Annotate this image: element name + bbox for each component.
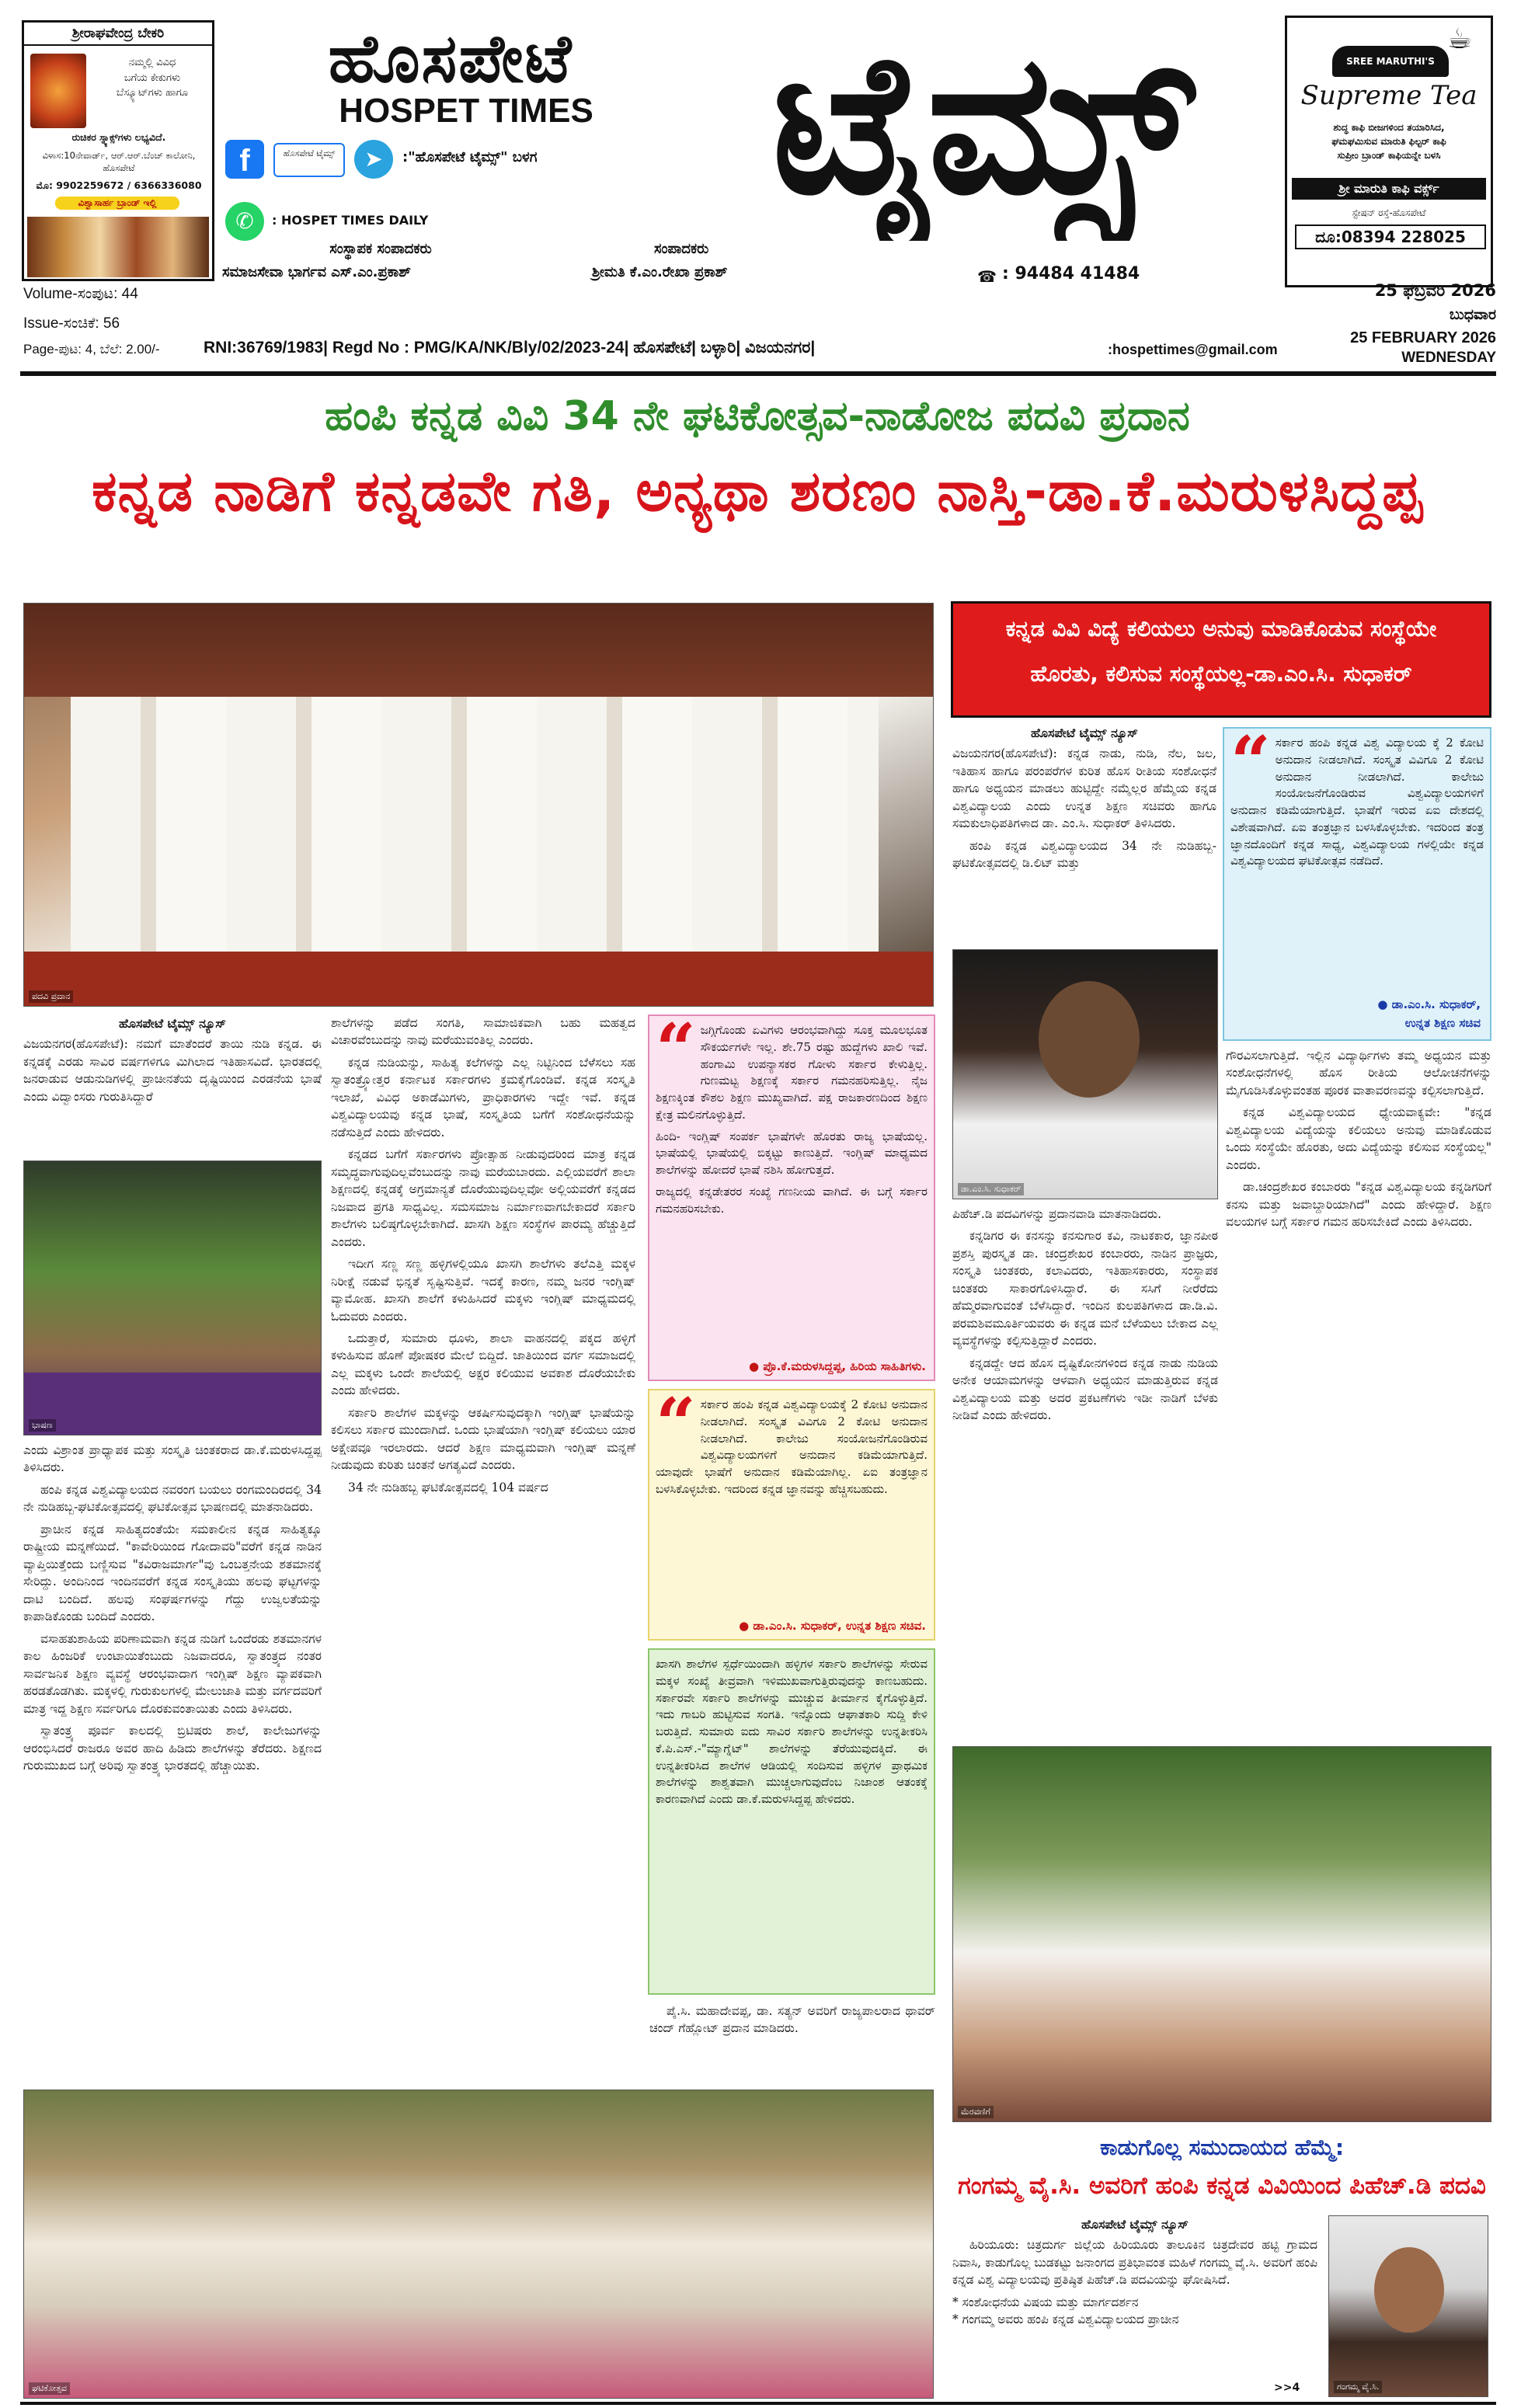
left-ad-line1: ನಮ್ಮಲ್ಲಿ ವಿವಿಧ bbox=[128, 57, 176, 68]
continue-marker: >>4 bbox=[1274, 2382, 1300, 2394]
right-story-col2-top bbox=[1226, 1047, 1491, 1599]
facebook-icon[interactable]: f bbox=[225, 140, 264, 179]
left-story-col2-p4: ಇದೀಗ ಸಣ್ಣ ಸಣ್ಣ ಹಳ್ಳಿಗಳಲ್ಲಿಯೂ ಖಾಸಗಿ ಶಾಲೆಗಳು ತಲೆಎತ್ತಿ ಮಕ್ಕಳ ನಿರೀಕ್ಷೆ ನಡುವೆ ಭಿನ್ನತೆ ಸೃಷ್ಟಿಸುತ್ತಿವೆ. ಇದಕ್ಕೆ ಕಾರಣ, ನಮ್ಮ ಜನರ ಇಂಗ್ಲಿಷ್ ವ್ಯಾಮೋಹ. ಖಾಸಗಿ ಶಾಲೆಗೆ ಕಳುಹಿಸಿದರೆ ಮಕ್ಕಳು ಇಂಗ್ಲಿಷ್ ಮಾಧ್ಯಮದಲ್ಲಿ ಓದುವರು ಎಂದರು. bbox=[331, 1257, 635, 1324]
left-story-byline: ಹೊಸಪೇಟೆ ಟೈಮ್ಸ್ ನ್ಯೂಸ್ bbox=[119, 1016, 226, 1031]
right-quote-attr2: ಉನ್ನತ ಶಿಕ್ಷಣ ಸಚಿವ bbox=[1404, 1016, 1481, 1030]
page-price: Page-ಪುಟ: 4, ಬೆಲೆ: 2.00/- bbox=[23, 342, 160, 357]
right-story-headline-line1: ಕನ್ನಡ ವಿವಿ ವಿದ್ಯೆ ಕಲಿಯಲು ಅನುವು ಮಾಡಿಕೊಡುವ ಸಂಸ್ಥೆಯೇ bbox=[1005, 616, 1437, 642]
date-english: 25 FEBRUARY 2026 bbox=[1350, 329, 1496, 346]
right-story-p1: ವಿಜಯನಗರ(ಹೊಸಪೇಟೆ): ಕನ್ನಡ ನಾಡು, ನುಡಿ, ನೆಲ, ಜಲ, ಇತಿಹಾಸ ಹಾಗೂ ಪರಂಪರೆಗಳ ಕುರಿತ ಹೊಸ ರೀತಿಯ ಸಂಶೋಧನೆ ಹಾಗೂ ಅಧ್ಯಯನ ಮಾಡಲು ಹುಟ್ಟಿದ್ದೇ ನಮ್ಮೆಲ್ಲರ ಹೆಮ್ಮೆಯ ಕನ್ನಡ ವಿಶ್ವವಿದ್ಯಾಲಯ ಎಂದು ಉನ್ನತ ಶಿಕ್ಷಣ ಸಚಿವರು ಹಾಗೂ ಸಮಕುಲಾಧಿಪತಿಗಳಾದ ಡಾ. ಎಂ.ಸಿ. ಸುಧಾಕರ್ ತಿಳಿಸಿದರು. bbox=[952, 746, 1216, 831]
left-story-col1-p2: ಎಂದು ವಿಶ್ರಾಂತ ಪ್ರಾಧ್ಯಾಪಕ ಮತ್ತು ಸಂಸ್ಕೃತಿ ಚಿಂತಕರಾದ ಡಾ.ಕೆ.ಮರುಳಸಿದ್ದಪ್ಪ ತಿಳಿಸಿದರು. bbox=[23, 1443, 322, 1475]
left-story-col1-p6: ಸ್ವಾತಂತ್ರ್ಯ ಪೂರ್ವ ಕಾಲದಲ್ಲಿ ಬ್ರಿಟಿಷರು ಶಾಲೆ, ಕಾಲೇಜುಗಳನ್ನು ಆರಂಭಿಸಿದರೆ ರಾಜರೂ ಅವರ ಹಾದಿ ಹಿಡಿದು ಶಾಲೆಗಳನ್ನು ತೆರೆದರು. ಶಿಕ್ಷಣದ ಗುರುಮುಖದ ಬಗ್ಗೆ ಅರಿವು ಸ್ವಾತಂತ್ರ್ಯ ಭಾರತದಲ್ಲಿ ಹೆಚ್ಚಾಯಿತು. bbox=[23, 1724, 322, 1773]
whatsapp-icon[interactable]: ✆ bbox=[225, 202, 264, 241]
right-ad bbox=[1285, 16, 1493, 287]
left-ad bbox=[22, 20, 214, 281]
main-photo-caption: ಪದವಿ ಪ್ರದಾನ bbox=[29, 990, 73, 1003]
day-kannada: ಬುಧವಾರ bbox=[1449, 306, 1496, 323]
editor-name: ಶ್ರೀಮತಿ ಕೆ.ಎಂ.ರೇಖಾ ಪ್ರಕಾಶ್ bbox=[592, 264, 728, 280]
green-story-body: ಖಾಸಗಿ ಶಾಲೆಗಳ ಸ್ಪರ್ಧೆಯಿಂದಾಗಿ ಹಳ್ಳಿಗಳ ಸರ್ಕಾರಿ ಶಾಲೆಗಳನ್ನು ಸೇರುವ ಮಕ್ಕಳ ಸಂಖ್ಯೆ ತೀವ್ರವಾಗಿ ಇಳಿಮುಖವಾಗುತ್ತಿರುವುದನ್ನು ಕಾಣಬಹುದು. ಸರ್ಕಾರವೇ ಸರ್ಕಾರಿ ಶಾಲೆಗಳನ್ನು ಮುಚ್ಚುವ ತೀರ್ಮಾನ ಕೈಗೊಳ್ಳುತ್ತಿದೆ. ಇದು ಗಾಬರಿ ಹುಟ್ಟಿಸುವ ಸಂಗತಿ. ಇನ್ನೊಂದು ಆಘಾತಕಾರಿ ಸುದ್ದಿ ಕೇಳಿ ಬರುತ್ತಿದೆ. ಸುಮಾರು ಐದು ಸಾವಿರ ಸರ್ಕಾರಿ ಶಾಲೆಗಳನ್ನು ಉನ್ನತೀಕರಿಸಿ ಕೆ.ಪಿ.ಎಸ್.-"ಮ್ಯಾಗ್ನೆಟ್" ಶಾಲೆಗಳನ್ನು ತೆರೆಯುವುದಕ್ಕಿದೆ. ಈ ಉನ್ನತೀಕರಿಸಿದ ಶಾಲೆಗಳ ಆಡಿಯಲ್ಲಿ ಸಂದಿಸುವ ಹಳ್ಳಿಗಳ ಪ್ರಾಥಮಿಕ ಶಾಲೆಗಳನ್ನು ಶಾಶ್ವತವಾಗಿ ಮುಚ್ಚಲಾಗುವುದೆಂಬ ನಿಜಾಂಶ ಆತಂಕಕ್ಕೆ ಕಾರಣವಾಗಿದೆ ಎಂದು ಡಾ.ಕೆ.ಮರುಳಸಿದ್ದಪ್ಪ ಹೇಳಿದರು. bbox=[656, 1657, 928, 1806]
right-quote-attr1: ● ಡಾ.ಎಂ.ಸಿ. ಸುಧಾಕರ್, bbox=[1377, 997, 1481, 1011]
left-story-col1-p4: ಪ್ರಾಚೀನ ಕನ್ನಡ ಸಾಹಿತ್ಯದಂತೆಯೇ ಸಮಕಾಲೀನ ಕನ್ನಡ ಸಾಹಿತ್ಯಕ್ಕೂ ರಾಷ್ಟ್ರೀಯ ಮನ್ನಣೆಯಿದೆ. "ಕಾವೇರಿಯಿಂದ ಗೋದಾವರಿ"ವರೆಗೆ ಕನ್ನಡ ನಾಡಿನ ವ್ಯಾಪ್ತಿಯಿತ್ತೆಂದು ಬಣ್ಣಿಸುವ "ಕವಿರಾಜಮಾರ್ಗ"ವು ಒಂಬತ್ತನೇಯ ಶತಮಾನಕ್ಕೆ ಸೇರಿದ್ದು. ಅಂದಿನಿಂದ ಇಂದಿನವರೆಗೆ ಕನ್ನಡ ಸಂಸ್ಕೃತಿಯು ಹಲವು ಘಟ್ಟಗಳನ್ನು ದಾಟಿ ಬಂದಿದೆ. ಹಲವು ಸಂಘರ್ಷಗಳನ್ನು ಗೆದ್ದು ಉಜ್ವಲತೆಯನ್ನು ಕಾಪಾಡಿಕೊಂಡು ಬಂದಿದೆ ಎಂದರು. bbox=[23, 1522, 322, 1624]
founder-label: ಸಂಸ್ಥಾಪಕ ಸಂಪಾದಕರು bbox=[329, 241, 432, 257]
masthead-divider bbox=[20, 371, 1496, 376]
left-story-col2-p1: ಶಾಲೆಗಳನ್ನು ಪಡೆದ ಸಂಗತಿ, ಸಾಮಾಜಿಕವಾಗಿ ಬಹು ಮಹತ್ವದ ವಿಚಾರವೆಂಬುದನ್ನು ನಾವು ಮರೆಯುವಂತಿಲ್ಲ ಎಂದರು. bbox=[331, 1016, 635, 1048]
volume: Volume-ಸಂಪುಟ: 44 bbox=[23, 286, 138, 302]
pink-quote-body2: ಹಿಂದಿ- ಇಂಗ್ಲಿಷ್ ಸಂಪರ್ಕ ಭಾಷೆಗಳೇ ಹೊರತು ರಾಜ್ಯ ಭಾಷೆಯಲ್ಲ. ಭಾಷೆಯಲ್ಲಿ ಭಾಷೆಯಲ್ಲಿ ಬಿಕ್ಕಟ್ಟು ಕಾಣುತ್ತಿದೆ. ಇಂಗ್ಲಿಷ್ ಮಾಧ್ಯಮದ ಶಾಲೆಗಳನ್ನು ಹೋದರೆ ಭಾಷೆ ನಶಿಸಿ ಹೋಗುತ್ತದೆ. bbox=[656, 1129, 928, 1177]
gangamma-photo-caption: ಗಂಗಮ್ಮ ವೈ.ಸಿ. bbox=[1334, 2381, 1382, 2393]
kadugolla-byline: ಹೊಸಪೇಟೆ ಟೈಮ್ಸ್ ನ್ಯೂಸ್ bbox=[1081, 2217, 1189, 2232]
crowd-photo bbox=[23, 2090, 934, 2399]
speaker-photo-caption: ಭಾಷಣ bbox=[29, 1419, 56, 1432]
green-story-box bbox=[648, 1648, 935, 1995]
tea-cup-icon: ☕ bbox=[1447, 23, 1473, 55]
kadugolla-body-col bbox=[952, 2215, 1317, 2396]
right-quote-body: ಸರ್ಕಾರ ಹಂಪಿ ಕನ್ನಡ ವಿಶ್ವ ವಿದ್ಯಾಲಯ ಕ್ಕೆ 2 ಕೋಟಿ ಅನುದಾನ ನೀಡಲಾಗಿದೆ. ಸಂಸ್ಕೃತ ವಿವಿಗೂ 2 ಕೋಟಿ ಅನುದಾನ ನೀಡಲಾಗಿದೆ. ಕಾಲೇಜು ಸಂಯೋಜನೆಗೊಂಡಿರುವ ವಿಶ್ವವಿದ್ಯಾಲಯಗಳಿಗೆ ಅನುದಾನ ಕಡಿಮೆಯಾಗುತ್ತಿದೆ. ಭಾಷೆಗೆ ಇರುವ ಏಐ ದೇಶದಲ್ಲಿ ವಿಶೇಷವಾಗಿದೆ. ಏಐ ತಂತ್ರಜ್ಞಾನ ಬಳಸಿಕೊಳ್ಳಬೇಕು. ಇದರಿಂದ ತಂತ್ರ ಜ್ಞಾನದೊಂದಿಗೆ ಕನ್ನಡ ಸಾಧ್ಯ, ವಿಶ್ವವಿದ್ಯಾಲಯ ಗಳಲ್ಲಿಯೇ ಕನ್ನಡ ವಿಶ್ವವಿದ್ಯಾಲಯದ ಘಟಿಕೋತ್ಸವ ನಡೆದಿದೆ. bbox=[1230, 736, 1484, 868]
mid-story-tail: ಪೈ.ಸಿ. ಮಹಾದೇವಪ್ಪ, ಡಾ. ಸತ್ಯನ್ ಅವರಿಗೆ ರಾಜ್ಯಪಾಲರಾದ ಥಾವರ್ ಚಂದ್ ಗೆಹ್ಲೋಟ್ ಪ್ರದಾನ ಮಾಡಿದರು. bbox=[649, 2004, 935, 2036]
left-story-col2-p5: ಒದುತ್ತಾರೆ, ಸುಮಾರು ಧೂಳು, ಶಾಲಾ ವಾಹನದಲ್ಲಿ ಪಕ್ಕದ ಹಳ್ಳಿಗೆ ಕಳುಹಿಸುವ ಹೊಣೆ ಪೋಷಕರ ಮೇಲೆ ಬಿದ್ದಿದೆ. ಜಾತಿಯಿಂದ ವರ್ಗ ಸಮಾಜದಲ್ಲಿ ಎಲ್ಲ ಮಕ್ಕಳು ಒಂದೇ ಶಾಲೆಯಲ್ಲಿ ಅಕ್ಷರ ಕಲಿಯುವ ಅವಕಾಶ ದೊರೆಯಬೇಕು ಎಂದು ಹೇಳಿದರು. bbox=[331, 1331, 635, 1398]
right-ad-desc1: ಶುದ್ಧ ಕಾಫಿ ಬೀಜಗಳಿಂದ ತಯಾರಿಸಿದ, bbox=[1333, 122, 1445, 133]
right-story-col1-top bbox=[952, 724, 1216, 943]
left-ad-title: ಶ್ರೀರಾಘವೇಂದ್ರ ಬೇಕರಿ bbox=[24, 23, 212, 46]
right-story-p3: ಪಿಹೆಚ್.ಡಿ ಪದವಿಗಳನ್ನು ಪ್ರದಾನವಾಡಿ ಮಾತನಾಡಿದರು. bbox=[952, 1207, 1162, 1221]
gangamma-photo bbox=[1328, 2215, 1488, 2397]
right-ad-desc3: ಸುಪ್ರೀಂ ಬ್ರಾಂಡ್ ಕಾಫಿಯನ್ನೇ ಬಳಸಿ bbox=[1337, 150, 1441, 161]
left-ad-line2: ಬಗೆಯ ಕೇಕುಗಳು bbox=[124, 71, 181, 84]
right-story-byline: ಹೊಸಪೇಟೆ ಟೈಮ್ಸ್ ನ್ಯೂಸ್ bbox=[1031, 726, 1138, 740]
email[interactable]: :hospettimes@gmail.com bbox=[1108, 342, 1278, 357]
phone-number: : 94484 41484 bbox=[1002, 264, 1140, 284]
facebook-label[interactable]: ಹೊಸಪೇಟೆ ಟೈಮ್ಸ್ bbox=[273, 143, 345, 177]
kadugolla-bullet1: * ಸಂಶೋಧನೆಯ ವಿಷಯ ಮತ್ತು ಮಾರ್ಗದರ್ಶನ bbox=[952, 2295, 1139, 2309]
title-kannada-big: ಟೈಮ್ಸ್ bbox=[771, 11, 1194, 237]
pink-quote-attribution: ● ಪ್ರೊ.ಕೆ.ಮರುಳಸಿದ್ದಪ್ಪ, ಹಿರಿಯ ಸಾಹಿತಿಗಳು. bbox=[748, 1359, 926, 1373]
left-story-col2-p7: 34 ನೇ ನುಡಿಹಬ್ಬ ಘಟಿಕೋತ್ಸವದಲ್ಲಿ 104 ವರ್ಷದ bbox=[348, 1480, 548, 1495]
speaker-photo bbox=[23, 1161, 322, 1435]
left-ad-line4: ರುಚಿಕರ ಸ್ನ್ಯಾಕ್ಸ್‌ಗಳು ಲಭ್ಯವಿದೆ. bbox=[71, 131, 166, 143]
bottom-rule bbox=[20, 2402, 1496, 2405]
kadugolla-bullet2: * ಗಂಗಮ್ಮ ಅವರು ಹಂಪಿ ಕನ್ನಡ ವಿಶ್ವವಿದ್ಯಾಲಯದ ಪ್ರಾಚೀನ bbox=[952, 2312, 1179, 2327]
crowd-photo-caption: ಘಟಿಕೋತ್ಸವ bbox=[29, 2382, 70, 2395]
right-ad-brand-top: SREE MARUTHI'S bbox=[1332, 46, 1449, 77]
right-ad-desc2: ಘಮಘಮಿಸುವ ಮಾರುತಿ ಫಿಲ್ಟರ್ ಕಾಫಿ bbox=[1331, 136, 1446, 147]
phone-icon: ☎ bbox=[977, 267, 997, 286]
right-story-p4: ಕನ್ನಡಿಗರ ಈ ಕನಸನ್ನು ಕನಸುಗಾರ ಕವಿ, ನಾಟಕಕಾರ, ಜ್ಞಾನಪೀಠ ಪ್ರಶಸ್ತಿ ಪುರಸ್ಕೃತ ಡಾ. ಚಂದ್ರಶೇಖರ ಕಂಬಾರರು, ನಾಡಿನ ಪ್ರಾಜ್ಞರು, ಸಂಸ್ಕೃತಿ ಚಿಂತಕರು, ಕಲಾವಿದರು, ಇತಿಹಾಸಕಾರರು, ಸಂಸ್ಥಾಪಕ ಚಿಂತಕರು ಸಾಕಾರಗೊಳಿಸಿದ್ದಾರೆ. ಈ ಸಸಿಗೆ ನೀರೆರೆದು ಹೆಮ್ಮರವಾಗುವಂತೆ ಬೆಳೆಸಿದ್ದಾರೆ. ಇಂದಿನ ಕುಲಪತಿಗಳಾದ ಡಾ.ಡಿ.ವಿ. ಪರಮಶಿವಮೂರ್ತಿಯವರು ಈ ಕನ್ನಡ ಮನೆ ಬೆಳೆಯಲು ಬೇಕಾದ ಎಲ್ಲ ವ್ಯವಸ್ಥೆಗಳನ್ನು ಕಲ್ಪಿಸುತ್ತಿದ್ದಾರೆ ಎಂದರು. bbox=[952, 1229, 1218, 1348]
right-quote-box bbox=[1223, 721, 1491, 1041]
right-story-headline bbox=[951, 601, 1491, 718]
day-english: WEDNESDAY bbox=[1401, 350, 1496, 366]
sudhakar-photo-caption: ಡಾ.ಎಂ.ಸಿ. ಸುಧಾಕರ್ bbox=[958, 1183, 1024, 1195]
yellow-quote-box bbox=[648, 1389, 935, 1641]
left-story-col2-p3: ಕನ್ನಡದ ಬಗೆಗೆ ಸರ್ಕಾರಗಳು ಪ್ರೋತ್ಸಾಹ ನೀಡುವುದರಿಂದ ಮಾತ್ರ ಕನ್ನಡ ಸಮೃದ್ಧವಾಗುವುದಿಲ್ಲವೆಂಬುದನ್ನು ನಾವು ಮರೆಯಬಾರದು. ಎಲ್ಲಿಯವರೆಗೆ ಶಾಲಾ ಶಿಕ್ಷಣದಲ್ಲಿ ಕನ್ನಡಕ್ಕೆ ಅಗ್ರಮಾನ್ಯತೆ ದೊರೆಯುವುದಿಲ್ಲವೋ ಅಲ್ಲಿಯವರೆಗೆ ಕನ್ನಡದ ನಿಜವಾದ ಪ್ರಗತಿ ಸಾಧ್ಯವಿಲ್ಲ. ಸಮಸಮಾಜ ನಿರ್ಮಾಣವಾಗಬೇಕಾದರೆ ಸರ್ಕಾರಿ ಶಾಲೆಗಳು ಬಲಿಷ್ಠಗೊಳ್ಳಬೇಕಾಗಿದೆ. ಖಾಸಗಿ ಶಿಕ್ಷಣ ಸಂಸ್ಥೆಗಳ ಪಾರಮ್ಯ ಹೆಚ್ಚುತ್ತಿದೆ ಎಂದರು. bbox=[331, 1147, 635, 1249]
right-story-p8: ಡಾ.ಚಂದ್ರಶೇಖರ ಕಂಬಾರರು "ಕನ್ನಡ ವಿಶ್ವವಿದ್ಯಾಲಯ ಕನ್ನಡಿಗರಿಗೆ ಕನಸು ಮತ್ತು ಜವಾಬ್ದಾರಿಯಾಗಿದೆ" ಎಂದು ಹೇಳಿದ್ದಾರೆ. ಶಿಕ್ಷಣ ವಲಯಗಳ ಬಗ್ಗೆ ಸರ್ಕಾರ ಗಮನ ಹರಿಸಬೇಕಿದೆ ಎಂದು ತಿಳಿಸಿದರು. bbox=[1226, 1180, 1491, 1230]
telegram-icon[interactable]: ➤ bbox=[354, 140, 393, 179]
title-english: HOSPET TIMES bbox=[339, 92, 593, 130]
right-ad-brand: Supreme Tea bbox=[1300, 80, 1477, 111]
whatsapp-label[interactable]: : HOSPET TIMES DAILY bbox=[272, 213, 429, 228]
kadugolla-body: ಹಿರಿಯೂರು: ಚಿತ್ರದುರ್ಗ ಜಿಲ್ಲೆಯ ಹಿರಿಯೂರು ತಾಲೂಕಿನ ಚಿತ್ರದೇವರ ಹಟ್ಟಿ ಗ್ರಾಮದ ನಿವಾಸಿ, ಕಾಡುಗೊಲ್ಲ ಬುಡಕಟ್ಟು ಜನಾಂಗದ ಪ್ರತಿಭಾವಂತ ಮಹಿಳೆ ಗಂಗಮ್ಮ ವೈ.ಸಿ. ಅವರಿಗೆ ಹಂಪಿ ಕನ್ನಡ ವಿಶ್ವ ವಿದ್ಯಾಲಯವು ಪ್ರತಿಷ್ಠಿತ ಪಿಹೆಚ್.ಡಿ ಪದವಿಯನ್ನು ಘೋಷಿಸಿದೆ. bbox=[952, 2238, 1317, 2288]
pink-quote-body3: ರಾಜ್ಯದಲ್ಲಿ ಕನ್ನಡೇತರರ ಸಂಖ್ಯೆ ಗಣನೀಯ ವಾಗಿದೆ. ಈ ಬಗ್ಗೆ ಸರ್ಕಾರ ಗಮನಹರಿಸಬೇಕು. bbox=[656, 1184, 928, 1216]
registration-line: RNI:36769/1983| Regd No : PMG/KA/NK/Bly/02/2023-24| ಹೊಸಪೇಟೆ| ಬಳ್ಳಾರಿ| ವಿಜಯನಗರ| bbox=[204, 339, 816, 357]
title-kannada-small: ಹೊಸಪೇಟೆ bbox=[328, 20, 573, 98]
left-story-col2 bbox=[331, 1014, 635, 2082]
kadugolla-kicker: ಕಾಡುಗೊಲ್ಲ ಸಮುದಾಯದ ಹೆಮ್ಮೆ: bbox=[1099, 2135, 1345, 2160]
left-story-col1-bottom bbox=[23, 1442, 322, 2082]
right-story-p6: ಗೌರವಿಸಲಾಗುತ್ತಿದೆ. ಇಲ್ಲಿನ ವಿದ್ಯಾರ್ಥಿಗಳು ತಮ್ಮ ಅಧ್ಯಯನ ಮತ್ತು ಸಂಶೋಧನೆಗಳಲ್ಲಿ ಹೊಸ ರೀತಿಯ ಆಲೋಚನೆಗಳನ್ನು ಮೈಗೂಡಿಸಿಕೊಳ್ಳುವಂತಹ ಪೂರಕ ವಾತಾವರಣವನ್ನು ಕಲ್ಪಿಸಲಾಗುತ್ತಿದೆ. bbox=[1226, 1049, 1491, 1098]
founder-name: ಸಮಾಜಸೇವಾ ಭಾರ್ಗವ ಎಸ್.ಎಂ.ಪ್ರಕಾಶ್ bbox=[222, 264, 411, 280]
pink-quote-box bbox=[648, 1014, 935, 1381]
left-story-col2-p6: ಸರ್ಕಾರಿ ಶಾಲೆಗಳ ಮಕ್ಕಳನ್ನು ಆಕರ್ಷಿಸುವುದಕ್ಕಾಗಿ ಇಂಗ್ಲಿಷ್ ಭಾಷೆಯನ್ನು ಕಲಿಸಲು ಸರ್ಕಾರ ಮುಂದಾಗಿದೆ. ಒಂದು ಭಾಷೆಯಾಗಿ ಇಂಗ್ಲಿಷ್ ಕಲಿಯಲು ಯಾರ ಅಕ್ಷೇಪವೂ ಇರಲಾರದು. ಆದರೆ ಶಿಕ್ಷಣ ಮಾಧ್ಯಮವಾಗಿ ಇಂಗ್ಲಿಷ್ ಮನ್ನಣೆ ನೀಡುವುದು ಕುರಿತು ಚಿಂತನೆ ಅಗತ್ಯವಿದೆ ಎಂದರು. bbox=[331, 1405, 635, 1473]
right-story-p5: ಕನ್ನಡದ್ದೇ ಆದ ಹೊಸ ದೃಷ್ಟಿಕೋನಗಳಿಂದ ಕನ್ನಡ ನಾಡು ನುಡಿಯ ಅನೇಕ ಆಯಾಮಗಳನ್ನು ಆಳವಾಗಿ ಅಧ್ಯಯನ ಮಾಡುತ್ತಿರುವ ಕನ್ನಡ ವಿಶ್ವವಿದ್ಯಾಲಯ ಮತ್ತು ಅದರ ಪ್ರಕಟಣೆಗಳು ಇಡೀ ನಾಡಿಗೆ ಬೆಳಕು ನೀಡಿವೆ ಎಂದು ಹೇಳಿದರು. bbox=[952, 1355, 1218, 1423]
yellow-quote-mark-icon: “ bbox=[656, 1389, 696, 1465]
left-ad-logo bbox=[30, 54, 86, 128]
right-story-p2: ಹಂಪಿ ಕನ್ನಡ ವಿಶ್ವವಿದ್ಯಾಲಯದ 34 ನೇ ನುಡಿಹಬ್ಬ-ಘಟಿಕೋತ್ಸವದಲ್ಲಿ ಡಿ.ಲಿಟ್ ಮತ್ತು bbox=[952, 838, 1216, 870]
left-ad-cakes-image bbox=[27, 217, 209, 277]
editor-label: ಸಂಪಾದಕರು bbox=[654, 241, 709, 257]
left-story-col1-p3: ಹಂಪಿ ಕನ್ನಡ ವಿಶ್ವವಿದ್ಯಾಲಯದ ನವರಂಗ ಬಯಲು ರಂಗಮಂದಿರದಲ್ಲಿ 34 ನೇ ನುಡಿಹಬ್ಬ-ಘಟಿಕೋತ್ಸವದಲ್ಲಿ ಘಟಿಕೋತ್ಸವ ಭಾಷಣದಲ್ಲಿ ಮಾತನಾಡಿದರು. bbox=[23, 1482, 322, 1515]
yellow-quote-attribution: ● ಡಾ.ಎಂ.ಸಿ. ಸುಧಾಕರ್, ಉನ್ನತ ಶಿಕ್ಷಣ ಸಚಿವ. bbox=[739, 1619, 926, 1633]
right-story-headline-line2: ಹೊರತು, ಕಲಿಸುವ ಸಂಸ್ಥೆಯಲ್ಲ-ಡಾ.ಎಂ.ಸಿ. ಸುಧಾಕರ್ bbox=[1030, 661, 1412, 687]
main-photo bbox=[23, 603, 934, 1007]
quote-mark-icon: “ bbox=[1230, 721, 1271, 803]
left-ad-line3: ಬೆಸ್ಕ್ಯೂಟ್‌ಗಳು ಹಾಗೂ bbox=[116, 87, 189, 99]
date-kannada: 25 ಫೆಬ್ರವರಿ 2026 bbox=[1374, 281, 1496, 300]
right-ad-phone: ದೂ:08394 228025 bbox=[1295, 224, 1486, 249]
left-ad-phone: ಮೊ: 9902259672 / 6366336080 bbox=[36, 179, 202, 191]
right-story-col1-bottom bbox=[952, 1206, 1218, 1742]
right-ad-address: ಸ್ಟೇಷನ್ ರಸ್ತೆ-ಹೊಸಪೇಟೆ bbox=[1352, 207, 1426, 218]
yellow-quote-body: ಸರ್ಕಾರ ಹಂಪಿ ಕನ್ನಡ ವಿಶ್ವವಿದ್ಯಾಲಯಕ್ಕೆ 2 ಕೋಟಿ ಅನುದಾನ ನೀಡಲಾಗಿದೆ. ಸಂಸ್ಕೃತ ವಿವಿಗೂ 2 ಕೋಟಿ ಅನುದಾನ ನೀಡಲಾಗಿದೆ. ಕಾಲೇಜು ಸಂಯೋಜನೆಗೊಂಡಿರುವ ವಿಶ್ವವಿದ್ಯಾಲಯಗಳಿಗೆ ಅನುದಾನ ಕಡಿಮೆಯಾಗುತ್ತಿದೆ. ಯಾವುದೇ ಭಾಷೆಗೆ ಅನುದಾನ ಕಡಿಮೆಯಾಗಿಲ್ಲ. ಏಐ ತಂತ್ರಜ್ಞಾನ ಬಳಸಿಕೊಳ್ಳಬೇಕು. ಇದರಿಂದ ಕನ್ನಡ ಜ್ಞಾನವನ್ನು ಹೆಚ್ಚಿಸಬಹುದು. bbox=[656, 1397, 928, 1496]
sudhakar-photo bbox=[952, 949, 1218, 1199]
left-story-col1-p5: ವಸಾಹತುಶಾಹಿಯ ಪರಿಣಾಮವಾಗಿ ಕನ್ನಡ ನುಡಿಗೆ ಒಂದೆರಡು ಶತಮಾನಗಳ ಕಾಲ ಹಿಂಜರಿಕೆ ಉಂಟಾಯಿತೆಂಬುದು ನಿಜವಾದರೂ, ಸ್ವಾತಂತ್ರ್ಯದ ನಂತರ ಸಾರ್ವಜನಿಕ ಶಿಕ್ಷಣ ವ್ಯವಸ್ಥೆ ಆರಂಭವಾದಾಗ ಇಂಗ್ಲಿಷ್ ಶಿಕ್ಷಣ ವ್ಯಾಪಕವಾಗಿ ಹರಡತೊಡಗಿತು. ಮಕ್ಕಳಲ್ಲಿ ಗುರುಕುಲಗಳಲ್ಲಿ ಮೇಲುಜಾತಿ ಮತ್ತು ವರ್ಗದವರಿಗೆ ಮಾತ್ರ ಇದ್ದ ಶಿಕ್ಷಣ ಸರ್ವರಿಗೂ ದೊರಕುವಂತಾಯಿತು ಎಂದು ತಿಳಿಸಿದರು. bbox=[23, 1631, 322, 1716]
headline-kicker: ಹಂಪಿ ಕನ್ನಡ ವಿವಿ 34 ನೇ ಘಟಿಕೋತ್ಸವ-ನಾಡೋಜ ಪದವಿ ಪ್ರದಾನ bbox=[325, 393, 1190, 440]
left-story-col1-p1: ವಿಜಯನಗರ(ಹೊಸಪೇಟೆ): ನಮಗೆ ಮಾತೆಂದರೆ ತಾಯಿ ನುಡಿ ಕನ್ನಡ. ಈ ಕನ್ನಡಕ್ಕೆ ಎರಡು ಸಾವಿರ ವರ್ಷಗಳಿಗೂ ಮಿಗಿಲಾದ ಇತಿಹಾಸವಿದೆ. ಭಾರತದಲ್ಲಿ ಜನರಾಡುವ ಆಡುನುಡಿಗಳಲ್ಲಿ ಪ್ರಾಚೀನತೆಯ ದೃಷ್ಟಿಯಿಂದ ಎರಡನೆಯ ಭಾಷೆ ಎಂದು ವಿದ್ವಾಂಸರು ಗುರುತಿಸಿದ್ದಾರೆ bbox=[23, 1037, 322, 1104]
left-story-col1-top bbox=[23, 1014, 322, 1153]
issue: Issue-ಸಂಚಿಕೆ: 56 bbox=[23, 315, 120, 332]
kadugolla-headline: ಗಂಗಮ್ಮ ವೈ.ಸಿ. ಅವರಿಗೆ ಹಂಪಿ ಕನ್ನಡ ವಿವಿಯಿಂದ ಪಿಹೆಚ್.ಡಿ ಪದವಿ bbox=[958, 2172, 1486, 2200]
left-ad-tagline: ವಿಶ್ವಾಸಾರ್ಹ ಬ್ರಾಂಡ್ ಇಲ್ಲಿ bbox=[55, 197, 179, 210]
headline-main: ಕನ್ನಡ ನಾಡಿಗೆ ಕನ್ನಡವೇ ಗತಿ, ಅನ್ಯಥಾ ಶರಣಂ ನಾಸ್ತಿ-ಡಾ.ಕೆ.ಮರುಳಸಿದ್ದಪ್ಪ bbox=[92, 458, 1423, 524]
right-story-p7: ಕನ್ನಡ ವಿಶ್ವವಿದ್ಯಾಲಯದ ಧ್ಯೇಯವಾಕ್ಯವೇ: "ಕನ್ನಡ ವಿಶ್ವವಿದ್ಯಾಲಯ ವಿದ್ಯೆಯನ್ನು ಕಲಿಯಲು ಅನುವು ಮಾಡಿಕೊಡುವ ಒಂದು ಸಂಸ್ಥೆಯೇ ಹೊರತು, ಅದು ವಿದ್ಯೆಯನ್ನು ಕಲಿಸುವ ಸಂಸ್ಥೆಯಲ್ಲ" ಎಂದರು. bbox=[1226, 1105, 1491, 1172]
pink-quote-mark-icon: “ bbox=[656, 1014, 696, 1091]
left-story-col2-p2: ಕನ್ನಡ ನುಡಿಯನ್ನು, ಸಾಹಿತ್ಯ ಕಲೆಗಳನ್ನು ಎಲ್ಲ ನಿಟ್ಟಿನಿಂದ ಬೆಳೆಸಲು ಸಹ ಸ್ವಾತಂತ್ರ್ಯೋತ್ತರ ಕರ್ನಾಟಕ ಸರ್ಕಾರಗಳು ಕ್ರಮಕೈಗೊಂಡಿವೆ. ಕನ್ನಡ ಸಂಸ್ಕೃತಿ ಇಲಾಖೆ, ವಿವಿಧ ಅಕಾಡೆಮಿಗಳು, ಪ್ರಾಧಿಕಾರಗಳು ಇದ್ದೇ ಇವೆ. ಕನ್ನಡ ವಿಶ್ವವಿದ್ಯಾಲಯವು ಕನ್ನಡ ಭಾಷೆ, ಸಂಸ್ಕೃತಿಯ ಬಗೆಗೆ ಸಂಶೋಧನೆಯನ್ನು ನಡೆಸುತ್ತಿದೆ ಎಂದು ಹೇಳಿದರು. bbox=[331, 1055, 635, 1140]
procession-photo bbox=[952, 1746, 1491, 2122]
left-ad-address: ವಿಳಾಸ:10ನೇವಾರ್ಡ್, ಆರ್.ಆರ್.ಬೆಂಚ್ ಕಾಲೋನಿ, ಹೊಸಪೇಟೆ bbox=[42, 150, 196, 173]
telegram-label[interactable]: :"ಹೊಸಪೇಟೆ ಟೈಮ್ಸ್" ಬಳಗ bbox=[402, 149, 538, 165]
right-ad-company: ಶ್ರೀ ಮಾರುತಿ ಕಾಫಿ ವರ್ಕ್ಸ್ bbox=[1292, 178, 1486, 200]
pink-quote-body: ಜಗ್ಗಿಗೊಂಡು ಏವಿಗಳು ಆರಂಭವಾಗಿದ್ದು ಸೂಕ್ತ ಮೂಲಭೂತ ಸೌಕರ್ಯಗಳೇ ಇಲ್ಲ. ಶೇ.75 ರಷ್ಟು ಹುದ್ದೆಗಳು ಖಾಲಿ ಇವೆ. ಹಂಗಾಮಿ ಉಪನ್ಯಾಸಕರ ಗೋಳು ಸರ್ಕಾರ ಕೇಳುತ್ತಿಲ್ಲ. ಗುಣಮಟ್ಟ ಶಿಕ್ಷಣಕ್ಕೆ ಸರ್ಕಾರ ಗಮನಹರಿಸುತ್ತಿಲ್ಲ. ನೈಜ ಶಿಕ್ಷಣಕ್ಕಿಂತ ಕೌಶಲ ಶಿಕ್ಷಣ ಮುಖ್ಯವಾಗಿದೆ. ಪಕ್ಷ ರಾಜಕಾರಣದಿಂದ ಶಿಕ್ಷಣ ಕ್ಷೇತ್ರ ಮಲಿನಗೊಳ್ಳುತ್ತಿದೆ. bbox=[656, 1023, 928, 1122]
procession-photo-caption: ಮೆರವಣಿಗೆ bbox=[958, 2106, 994, 2118]
